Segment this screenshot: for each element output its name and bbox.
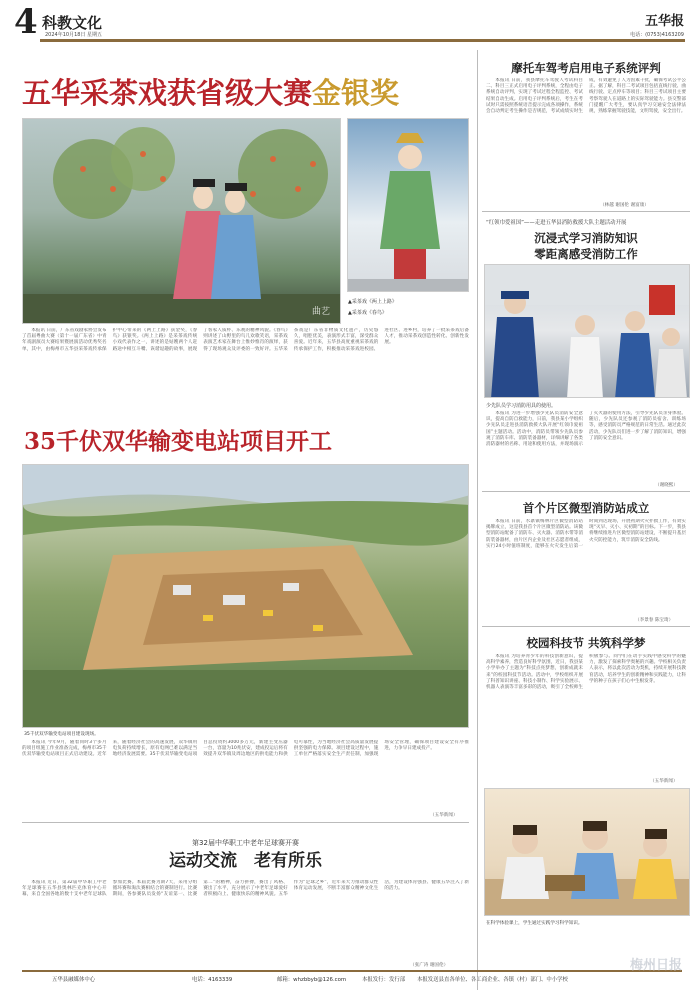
- footer-phone: 电话：4163339: [192, 977, 233, 983]
- article4-caption: 35千伏双华输变电站项目建设现场。: [24, 732, 99, 737]
- article1-main-photo: [22, 118, 341, 324]
- fire-lesson-illustration: [485, 265, 690, 398]
- article6-title: 校园科技节 共筑科学梦: [526, 636, 646, 650]
- article4-byline: （五华新闻）: [430, 813, 458, 818]
- article5-body: 本报讯 日前，水寨镇梅林片区微型消防站揭牌成立，这是我县首个片区微型消防站。该微型消防站配备了消防车、灭火器、消防水带等消防装备器材，由片区内企业及社区志愿者组成，实行24小时值班制度，能够在火灾发生后第一时间到达现场，开展初期火灾扑救工作，有效实现“灭早、灭小、灭初期”的目标。下一步，我县将继续推进片区微型消防站建设，不断提升基层火灾防控能力，筑牢消防安全防线。: [486, 519, 686, 549]
- article1-caption-2: ▲采茶戏《春鸟》: [348, 310, 387, 316]
- article6-byline: （五华新闻）: [650, 779, 678, 784]
- article4-body: 本报讯 今年9月，随着同时3个多月的项目组施工作业准备完成，梅州市35千伏双华输变电站项目正式启动建设。近年来，随着经济社会的高速发展，双华镇用电负荷持续增长，原有电网已难以满足当地经济发展需要。35千伏双华输变电站项目总投资约3000多万元，新建主变压器一台，容量为10兆伏安，建成投运后将有效提升双华镇及周边地区的供电能力和供电可靠性，为当地经济社会高质量发展提供坚强的电力保障。项目建设过程中，施工单位严格落实安全生产责任制，加强现场安全管理，确保项目建设安全有序推进，力争早日建成投产。: [22, 740, 469, 758]
- article3-title-1: 沉浸式学习消防知识: [534, 231, 638, 245]
- footer-publisher: 五华县融媒体中心: [52, 977, 96, 983]
- article3-title-2: 零距离感受消防工作: [534, 247, 638, 261]
- footer: [22, 975, 682, 989]
- row-divider-l1: [22, 822, 469, 823]
- opera-stage-illustration: [23, 119, 341, 324]
- article7-title: 运动交流 老有所乐: [169, 851, 322, 871]
- article6-photo: [484, 788, 690, 916]
- page-header: [0, 0, 700, 44]
- footer-address: 本报发行：发行部: [362, 977, 406, 983]
- issue-date: 2024年10月18日 星期五: [45, 32, 103, 38]
- masthead: 五华报: [644, 14, 684, 29]
- article1-caption-1: ▲采茶戏《两上上路》: [348, 299, 397, 305]
- article1-side-photo: [347, 118, 469, 292]
- article3-photo: [484, 264, 690, 398]
- performer-illustration: [348, 119, 469, 292]
- footer-notice: 本报发送县直各单位、各工商企业、各镇（村）部门、中小学校: [417, 977, 568, 983]
- article6-caption: 在科学体验课上，学生通过实践学习科学知识。: [486, 921, 583, 926]
- article6-body: 本报讯 为培养青少年的科技创新意识，提高科学素养，营造良好科学氛围，近日，我县某小学举办了主题为“科技点亮梦想，创新成就未来”的校园科技节活动。活动中，学校组织开展了科普知识讲座、科技小制作、科学实验展示、机器人表演等丰富多彩的活动，吸引了全校师生积极参与。同学们在动手实践中感受科学的魅力，激发了探索科学奥秘的兴趣。学校相关负责人表示，将以此次活动为契机，持续开展科技教育活动，培养学生的创新精神和实践能力，让科学的种子在孩子们心中生根发芽。: [486, 654, 686, 691]
- header-phone: 电话：(0753)4163209: [630, 32, 684, 38]
- article1-body: 本报讯 日前，广东省戏剧家协会发布了首届粤曲大赛（第十一届广东省）中青年戏剧演员大赛结果暨展演活动优秀奖名单，其中，由梅州市五华县采茶戏传承保护中心带来的《两上上路》获金奖，《春鸟》获银奖。《两上上路》是采茶戏传统小戏代表作之一，讲述的是姑嫂两个人赶路途中相互斗嘴、诙谐逗趣的故事，展现了客家人质朴、乐观的精神风貌。《春鸟》则讲述了山野里的鸟儿欢歌笑语，采茶戏表演艺术家在舞台上惟妙惟肖的演绎，获得了现场观众及评委的一致好评。五华采茶戏是广东省非物质文化遗产，历史悠久，唱腔优美，表演形式丰富，深受群众喜爱。近年来，五华县高度重视采茶戏的传承保护工作，积极推动采茶戏进校园、进社区、进乡村，培养了一批采茶戏后备人才，推动采茶戏创造性转化、创新性发展。: [22, 328, 469, 352]
- photo-watermark: 曲艺: [311, 307, 330, 317]
- article1-title-highlight: 金银奖: [312, 76, 400, 110]
- footer-email: 邮箱：whzbbyb@126.com: [277, 977, 347, 983]
- article4-photo: [22, 464, 469, 728]
- article3-kicker: “红领巾爱祖国”——走进五华县消防救援大队主题活动开展: [486, 220, 627, 226]
- article2-body: 本报讯 日前，我县摩托车驾驶人考试科目二、科目三正式启用电子评判系统，全程由电子系统自动评判，实现了考试过程全程监控、考试结果自动生成。启用电子评判系统后，考生在考试时只需按照系统语音提示完成各项操作，系统会自动判定考生操作是否规范，考试成绩实时生成，有效避免了人为因素干扰，确保考试公平公正。据了解，科目二考试项目包括直线行驶、曲线行驶、定点停车等项目；科目三考试项目主要考察驾驶人在道路上的实际驾驶能力。县交警部门提醒广大考生，要认真学习交通安全法律法规，熟练掌握驾驶技能，文明驾驶，安全出行。: [486, 78, 686, 115]
- page-number: 4: [14, 2, 38, 42]
- science-class-illustration: [485, 789, 690, 916]
- article5-title: 首个片区微型消防站成立: [522, 501, 650, 515]
- construction-site-illustration: [23, 465, 469, 728]
- article1-title: [22, 76, 399, 110]
- row-divider-r2: [482, 491, 690, 492]
- article7-byline: （张广涛 谢国伦）: [410, 963, 449, 968]
- article3-byline: （谢晓熙）: [655, 483, 678, 488]
- article2-title: 摩托车驾考启用电子系统评判: [511, 61, 661, 75]
- article2-byline: （林越 谢国伦 谢富康）: [600, 203, 649, 208]
- section-name: 科教文化: [42, 14, 103, 32]
- article5-byline: （李景春 陈宝琦）: [635, 618, 674, 623]
- article7-kicker: 第32届中华职工中老年足球赛开赛: [192, 839, 299, 847]
- row-divider-r1: [482, 211, 690, 212]
- article4-title: 35千伏双华输变电站项目开工: [24, 428, 333, 455]
- article1-title-main: 五华采茶戏获省级大赛: [22, 76, 313, 110]
- row-divider-r3: [482, 626, 690, 627]
- article3-caption: 少先队员学习消防用具的使用。: [486, 403, 557, 409]
- article3-body: 本报讯 为进一步增强少先队员消防安全意识，提高自防自救能力，日前，我县某小学组织少先队员走进县消防救援大队开展“红领巾爱祖国”主题活动。活动中，消防员带领少先队员参观了消防车库、消防装备器材，详细讲解了各类消防器材的名称、用途和使用方法，并现场演示了灭火器的使用方法，引导少先队员亲身体验。随后，少先队员还参观了消防员宿舍、训练场等，感受消防员严格规范的日常生活。通过此次活动，少先队员们进一步了解了消防知识，增强了消防安全意识。: [486, 411, 686, 448]
- col-divider-1: [477, 50, 478, 990]
- article7-body: 本报讯 近日，第32届中华职工中老年足球赛在五华县奥林匹克体育中心开幕，来自全国各地的数十支中老年足球队参加比赛。本届比赛为期7天，采用分组循环赛和淘汰赛相结合的赛制进行。比赛期间，各参赛队员发扬“友谊第一、比赛第二”的精神，奋力拼搏，赛出了风格、赛出了水平，充分展示了中老年足球爱好者积极向上、健康快乐的精神风貌。五华作为“足球之乡”，近年来大力推动群众性体育运动发展，不断丰富群众精神文化生活，为建设体育强县、健康五华注入了新的活力。: [22, 880, 469, 898]
- header-rule: [40, 39, 685, 42]
- footer-watermark-logo: 梅州日报: [629, 958, 682, 973]
- footer-rule: [22, 970, 682, 972]
